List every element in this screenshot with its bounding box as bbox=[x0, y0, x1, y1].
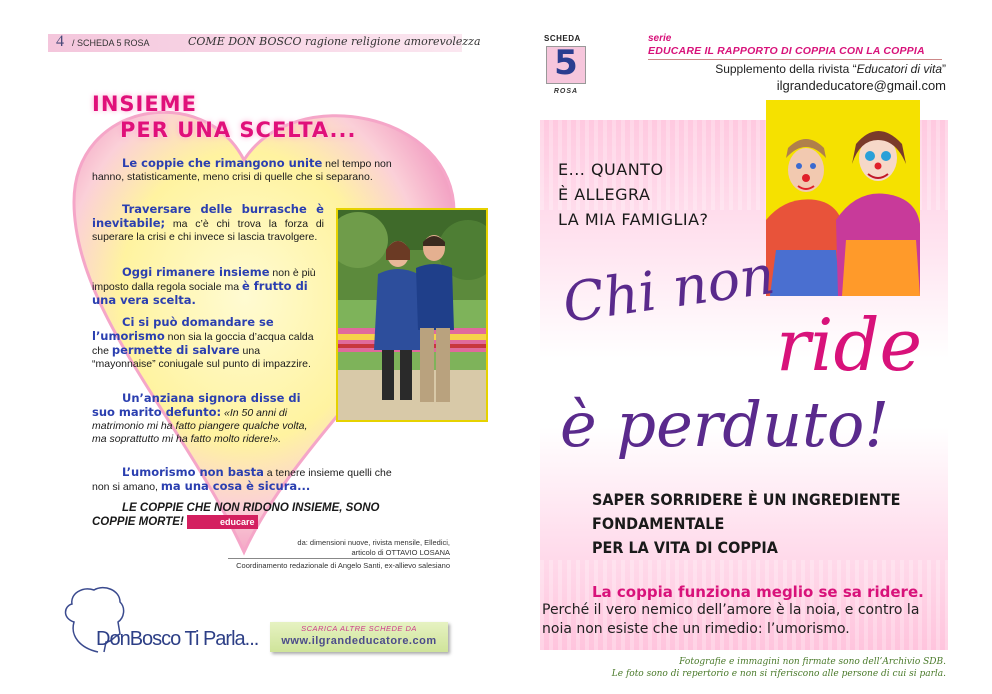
download-label: SCARICA ALTRE SCHEDE DA bbox=[301, 624, 417, 633]
p5-quote: «In 50 anni di matrimonio mi ha fatto piangere qualche volta, ma soprattutto mi ha fatto molto ridere!». bbox=[92, 407, 308, 445]
header-rule bbox=[648, 59, 942, 60]
p3-highlight-2: è frutto di una vera scelta. bbox=[92, 279, 308, 307]
question-line1: E... QUANTO bbox=[558, 160, 664, 179]
script-line2: è perduto! bbox=[560, 388, 890, 461]
coppia-text: Perché il vero nemico dell’amore è la noia, e contro la noia non esiste che un rimedio: l’umorismo. bbox=[542, 602, 920, 637]
p5-highlight: Un’anziana signora disse di suo marito defunto: bbox=[92, 391, 301, 419]
p7-text: LE COPPIE CHE NON RIDONO INSIEME, SONO COPPIE MORTE! bbox=[92, 502, 380, 529]
photo-note-2: Le foto sono di repertorio e non si riferiscono alle persone di cui si parla. bbox=[611, 669, 946, 679]
page-number: 4 bbox=[56, 33, 64, 50]
serie-title: EDUCARE IL RAPPORTO DI COPPIA CON LA COPPIA bbox=[648, 45, 925, 57]
paragraph-7 bbox=[92, 501, 412, 529]
supplement-prefix: Supplemento della rivista “ bbox=[715, 62, 857, 76]
supplement-suffix: ” bbox=[942, 62, 946, 76]
question-line3: LA MIA FAMIGLIA? bbox=[558, 210, 709, 229]
p6-highlight: L’umorismo non basta bbox=[122, 465, 264, 479]
paragraph-2 bbox=[92, 203, 324, 244]
credit-divider bbox=[228, 558, 450, 559]
credit-source: da: dimensioni nuove, rivista mensile, Elledici, bbox=[297, 538, 450, 547]
website-link[interactable]: www.ilgrandeducatore.com bbox=[281, 635, 437, 647]
paragraph-5 bbox=[92, 392, 324, 446]
saper-line2: FONDAMENTALE bbox=[592, 514, 725, 533]
paragraph-4 bbox=[92, 316, 324, 371]
scheda-number: 5 bbox=[554, 43, 578, 83]
educare-badge: educare bbox=[187, 515, 258, 529]
title-line1: INSIEME bbox=[92, 92, 197, 116]
p6-highlight-2: ma una cosa è sicura... bbox=[160, 479, 311, 493]
paragraph-6 bbox=[92, 466, 412, 494]
right-page bbox=[496, 0, 992, 694]
scheda-color-label: ROSA bbox=[553, 88, 579, 95]
supplement-line bbox=[715, 62, 946, 76]
p4-highlight-2: permette di salvare bbox=[111, 343, 240, 357]
p3-highlight: Oggi rimanere insieme bbox=[122, 265, 270, 279]
p4-highlight: Ci si può domandare se l’umorismo bbox=[92, 315, 274, 343]
serie-label: serie bbox=[648, 33, 672, 44]
p2-highlight: Traversare delle burrasche è inevitabile; bbox=[92, 202, 324, 230]
don-bosco-logo-text: DonBosco Ti Parla... bbox=[96, 628, 259, 650]
p1-text: nel tempo non hanno, statisticamente, meno crisi di quelle che si separano. bbox=[92, 158, 392, 183]
coordination-note: Coordinamento redazionale di Angelo Santi, ex-allievo salesiano bbox=[236, 561, 450, 570]
p3-text: non è più imposto dalla regola sociale ma bbox=[92, 267, 316, 293]
p6-text: a tenere insieme quelli che non si amano, bbox=[92, 467, 392, 493]
title-line2: PER UNA SCELTA... bbox=[120, 118, 357, 142]
script-title bbox=[546, 240, 966, 470]
paragraph-1 bbox=[92, 157, 412, 184]
credit-author: articolo di OTTAVIO LOSANA bbox=[351, 548, 450, 557]
coppia-heading: La coppia funziona meglio se sa ridere. bbox=[592, 583, 924, 601]
saper-line1: SAPER SORRIDERE È UN INGREDIENTE bbox=[592, 490, 901, 509]
script-line1: Chi non bbox=[559, 242, 779, 335]
script-ride: ride bbox=[776, 303, 923, 387]
scheda-label: SCHEDA bbox=[544, 34, 581, 43]
paragraph-3 bbox=[92, 266, 324, 308]
supplement-magazine: Educatori di vita bbox=[856, 62, 942, 76]
p4-text-2: una “mayonnaise” coniugale sul punto di impazzire. bbox=[92, 345, 311, 370]
p1-highlight: Le coppie che rimangono unite bbox=[122, 156, 323, 170]
contact-email[interactable]: ilgrandeducatore@gmail.com bbox=[776, 78, 946, 93]
header-section: / SCHEDA 5 ROSA bbox=[72, 38, 150, 48]
couple-photo bbox=[336, 208, 488, 422]
photo-note-1: Fotografie e immagini non firmate sono dell’Archivio SDB. bbox=[679, 657, 946, 667]
question-line2: È ALLEGRA bbox=[558, 185, 651, 204]
saper-line3: PER LA VITA DI COPPIA bbox=[592, 538, 778, 557]
running-title: COME DON BOSCO ragione religione amorevolezza bbox=[188, 35, 481, 48]
p2-text: ma c’è chi trova la forza di superare la crisi e chi invece si lascia travolgere. bbox=[92, 218, 324, 243]
p4-text: non sia la goccia d’acqua calda che bbox=[92, 331, 314, 357]
